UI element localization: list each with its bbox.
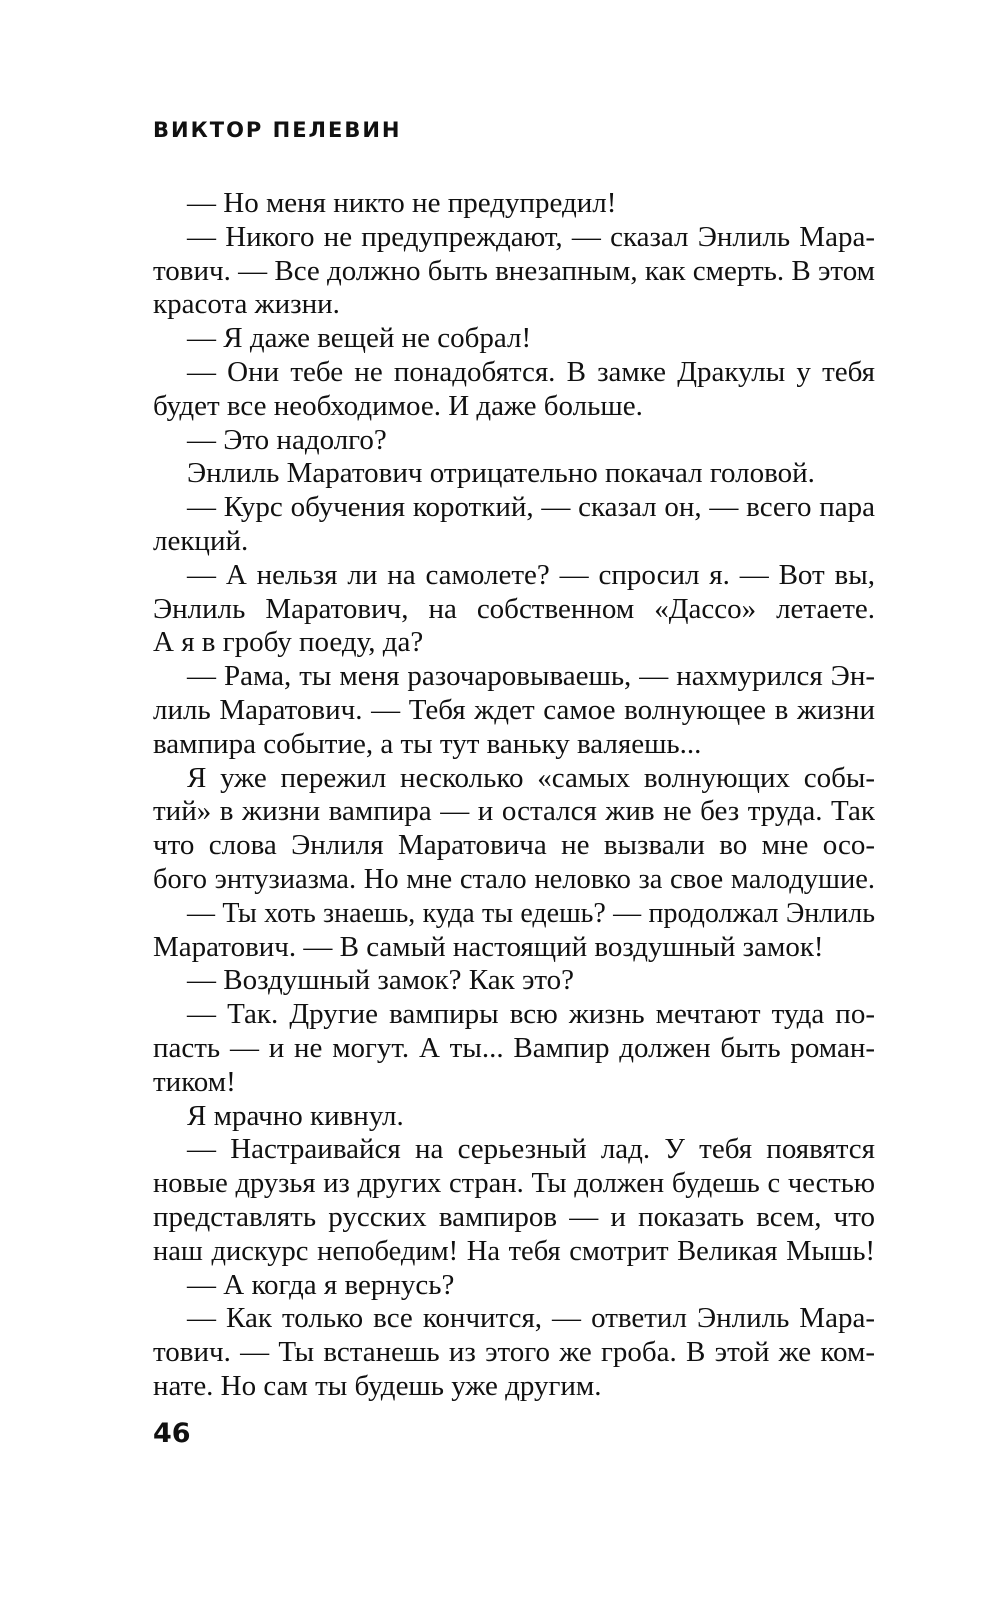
text-line: — А нельзя ли на самолете? — спросил я. — Вот вы, xyxy=(187,558,875,591)
text-line: тий» в жизни вампира — и остался жив не без труда. Так xyxy=(153,795,875,828)
body-text xyxy=(153,187,875,1404)
text-line: Энлиль Маратович, на собственном «Дассо» летаете. xyxy=(153,592,875,625)
text-line: Маратович. — В самый настоящий воздушный замок! xyxy=(153,930,824,963)
text-line: — Воздушный замок? Как это? xyxy=(187,964,575,997)
text-line: — А когда я вернусь? xyxy=(187,1268,455,1301)
text-line: что слова Энлиля Маратовича не вызвали во мне осо- xyxy=(153,829,875,862)
page-number: 46 xyxy=(153,1418,191,1449)
text-line: — Они тебе не понадобятся. В замке Дракулы у тебя xyxy=(187,355,875,388)
text-line: тович. — Ты встанешь из этого же гроба. В этой же ком- xyxy=(153,1336,875,1369)
text-line: красота жизни. xyxy=(153,288,340,321)
text-line: — Курс обучения короткий, — сказал он, — всего пара xyxy=(187,491,875,524)
text-line: лекций. xyxy=(153,524,249,557)
text-line: лиль Маратович. — Тебя ждет самое волнующее в жизни xyxy=(153,693,875,726)
text-line: А я в гробу поеду, да? xyxy=(153,626,424,659)
text-line: — Но меня никто не предупредил! xyxy=(187,187,617,219)
text-line: — Рама, ты меня разочаровываешь, — нахмурился Эн- xyxy=(187,660,875,693)
text-line: — Ты хоть знаешь, куда ты едешь? — продолжал Энлиль xyxy=(187,897,875,929)
text-line: будет все необходимое. И даже больше. xyxy=(153,389,643,422)
text-line: — Так. Другие вампиры всю жизнь мечтают туда по- xyxy=(187,998,875,1031)
text-line: Я мрачно кивнул. xyxy=(187,1099,404,1132)
text-line: пасть — и не могут. А ты... Вампир должен быть роман- xyxy=(153,1031,875,1064)
text-line: тович. — Все должно быть внезапным, как смерть. В этом xyxy=(153,254,875,287)
text-line: Я уже пережил несколько «самых волнующих собы- xyxy=(187,761,875,794)
text-line: новые друзья из других стран. Ты должен будешь с честью xyxy=(153,1168,875,1200)
running-head: ВИКТОР ПЕЛЕВИН xyxy=(153,118,402,142)
text-line: тиком! xyxy=(153,1065,236,1098)
text-line: — Настраивайся на серьезный лад. У тебя появятся xyxy=(187,1133,875,1166)
text-line: нате. Но сам ты будешь уже другим. xyxy=(153,1369,602,1402)
text-line: бого энтузиазма. Но мне стало неловко за свое малодушие. xyxy=(153,863,875,895)
text-line: вампира событие, а ты тут ваньку валяешь... xyxy=(153,727,702,760)
text-line: — Как только все кончится, — ответил Энлиль Мара- xyxy=(187,1302,875,1335)
text-line: — Это надолго? xyxy=(187,423,387,456)
text-line: представлять русских вампиров — и показать всем, что xyxy=(153,1200,875,1233)
text-line: — Я даже вещей не собрал! xyxy=(187,322,532,355)
text-line: Энлиль Маратович отрицательно покачал головой. xyxy=(187,457,815,490)
text-line: — Никого не предупреждают, — сказал Энлиль Мара- xyxy=(187,220,875,253)
text-line: наш дискурс непобедим! На тебя смотрит Великая Мышь! xyxy=(153,1235,875,1267)
